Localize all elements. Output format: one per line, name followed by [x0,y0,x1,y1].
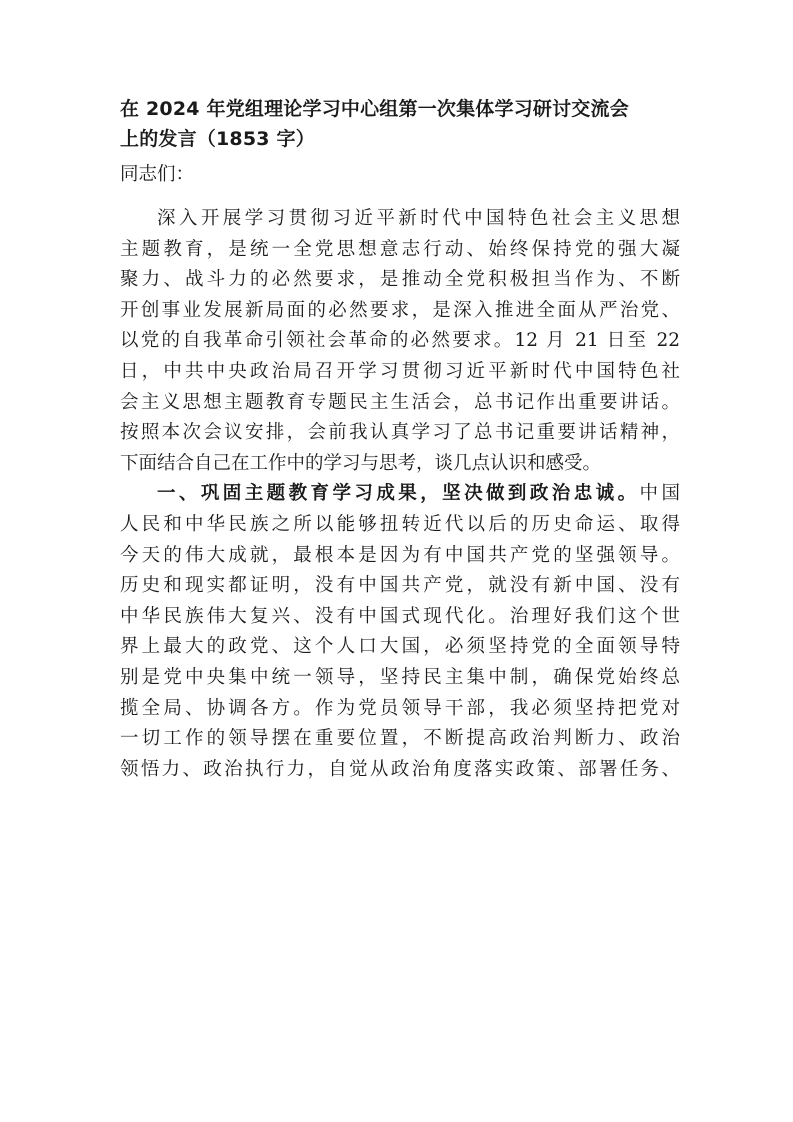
text-line: 揽全局、协调各方。作为党员领导干部，我必须坚持把党对 [120,697,680,719]
title-line: 在 2024 年党组理论学习中心组第一次集体学习研讨交流会 [120,98,629,120]
text-line: 以党的自我革命引领社会革命的必然要求。12 月 21 日至 22 [120,330,680,352]
text-line: 一切工作的领导摆在重要位置，不断提高政治判断力、政治 [120,728,680,750]
text-line: 开创事业发展新局面的必然要求，是深入推进全面从严治党、 [120,299,680,321]
text-line: 聚力、战斗力的必然要求，是推动全党积极担当作为、不断 [120,269,680,291]
text-line: 历史和现实都证明，没有中国共产党，就没有新中国、没有 [120,575,680,597]
text-line: 今天的伟大成就，最根本是因为有中国共产党的坚强领导。 [120,544,680,566]
text-line: 深入开展学习贯彻习近平新时代中国特色社会主义思想 [157,208,680,229]
text-line: 日，中共中央政治局召开学习贯彻习近平新时代中国特色社 [120,360,680,382]
paragraph-intro [120,204,680,479]
text-fragment: 中国 [639,483,680,505]
text-line: 主题教育，是统一全党思想意志行动、始终保持党的强大凝 [120,238,680,260]
salutation: 同志们： [120,164,195,185]
text-line: 领悟力、政治执行力，自觉从政治角度落实政策、部署任务、 [120,758,680,780]
text-line: 中华民族伟大复兴、没有中国式现代化。治理好我们这个世 [120,605,680,627]
document-page [120,94,680,785]
text-line: 按照本次会议安排，会前我认真学习了总书记重要讲话精神， [120,422,680,444]
paragraph-section-1 [120,479,680,785]
text-line: 人民和中华民族之所以能够扭转近代以后的历史命运、取得 [120,513,680,535]
text-line: 界上最大的政党、这个人口大国，必须坚持党的全面领导特 [120,636,680,658]
text-line: 别是党中央集中统一领导，坚持民主集中制，确保党始终总 [120,666,680,688]
document-title [120,94,680,154]
section-first-line [120,479,680,510]
text-line: 会主义思想主题教育专题民主生活会，总书记作出重要讲话。 [120,391,680,413]
section-heading: 一、巩固主题教育学习成果，坚决做到政治忠诚。 [157,483,640,505]
title-line: 上的发言（1853 字） [120,128,315,150]
text-line: 下面结合自己在工作中的学习与思考，谈几点认识和感受。 [120,452,602,474]
